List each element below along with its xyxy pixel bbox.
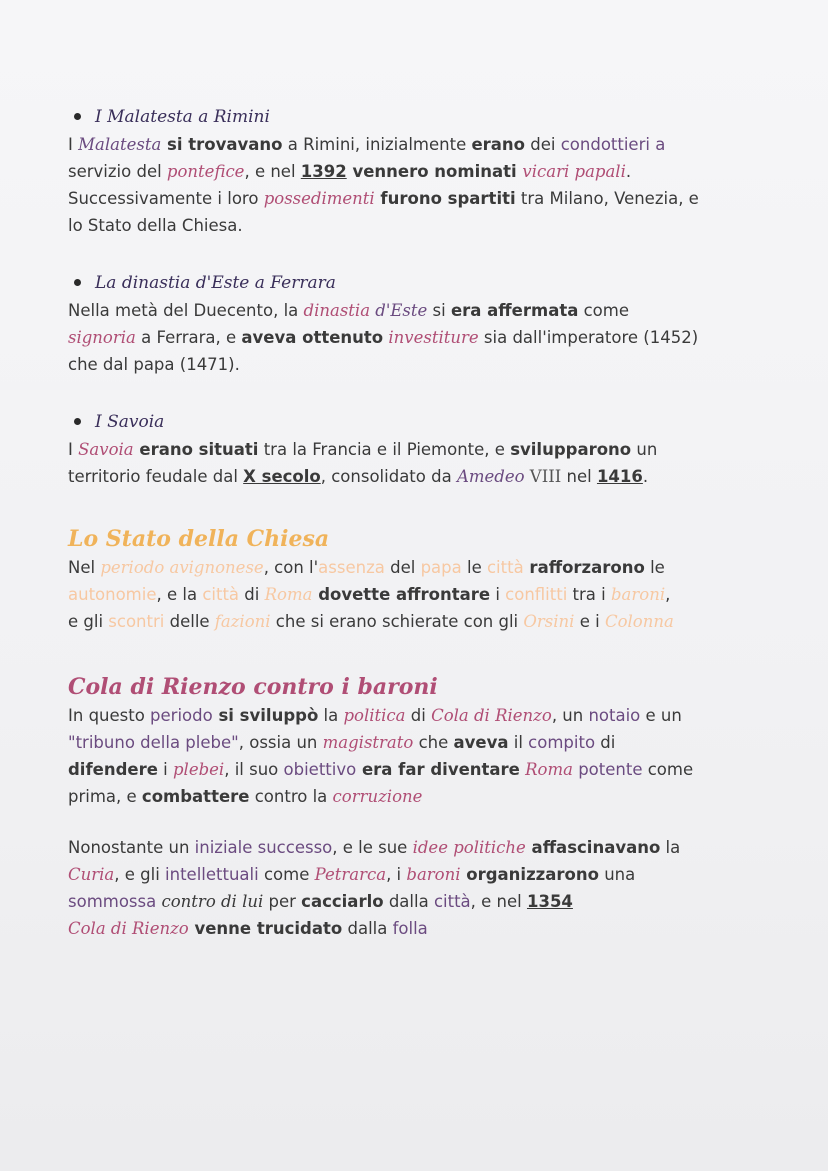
heading-malatesta: I Malatesta a Rimini: [68, 104, 768, 131]
paragraph-cola-2: Nonostante un iniziale successo, e le sue idee politiche affascinavano la Curia, e gli intellettuali come Petrarca, i baroni organizzarono una sommossa contro di lui per cacciarlo dalla città, e nel 1354 Cola di Rienzo venne trucidato dalla folla: [68, 838, 681, 938]
title-stato-chiesa: Lo Stato della Chiesa: [68, 526, 330, 552]
bullet-icon: [74, 418, 81, 425]
heading-savoia: I Savoia: [68, 409, 768, 436]
title-cola-di-rienzo: Cola di Rienzo contro i baroni: [68, 674, 438, 700]
paragraph-este: Nella metà del Duecento, la dinastia d'Este si era affermata come signoria a Ferrara, e aveva ottenuto investiture sia dall'imperatore (1452) che dal papa (1471).: [68, 301, 699, 374]
paragraph-stato-chiesa: Nel periodo avignonese, con l'assenza del papa le città rafforzarono le autonomie, e la città di Roma dovette affrontare i conflitti tra i baroni, e gli scontri delle fazioni che si erano schierate con gli Orsini e i Colonna: [68, 558, 674, 631]
section-cola-di-rienzo: [68, 672, 768, 942]
section-este: [68, 270, 768, 378]
bullet-icon: [74, 279, 81, 286]
bullet-icon: [74, 113, 81, 120]
paragraph-savoia: I Savoia erano situati tra la Francia e il Piemonte, e svilupparono un territorio feudale dal X secolo, consolidato da Amedeo VIII nel 1416.: [68, 440, 658, 486]
paragraph-malatesta: I Malatesta si trovavano a Rimini, inizialmente erano dei condottieri a servizio del pontefice, e nel 1392 vennero nominati vicari papali. Successivamente i loro possedimenti furono spartiti tra Milano, Venezia, e lo Stato della Chiesa.: [68, 135, 699, 235]
heading-este: La dinastia d'Este a Ferrara: [68, 270, 768, 297]
section-malatesta: [68, 104, 768, 239]
section-stato-chiesa: [68, 524, 768, 635]
paragraph-cola-1: In questo periodo si sviluppò la politica di Cola di Rienzo, un notaio e un "tribuno della plebe", ossia un magistrato che aveva il compito di difendere i plebei, il suo obiettivo era far diventare Roma potente come prima, e combattere contro la corruzione: [68, 706, 694, 806]
section-savoia: [68, 409, 768, 490]
